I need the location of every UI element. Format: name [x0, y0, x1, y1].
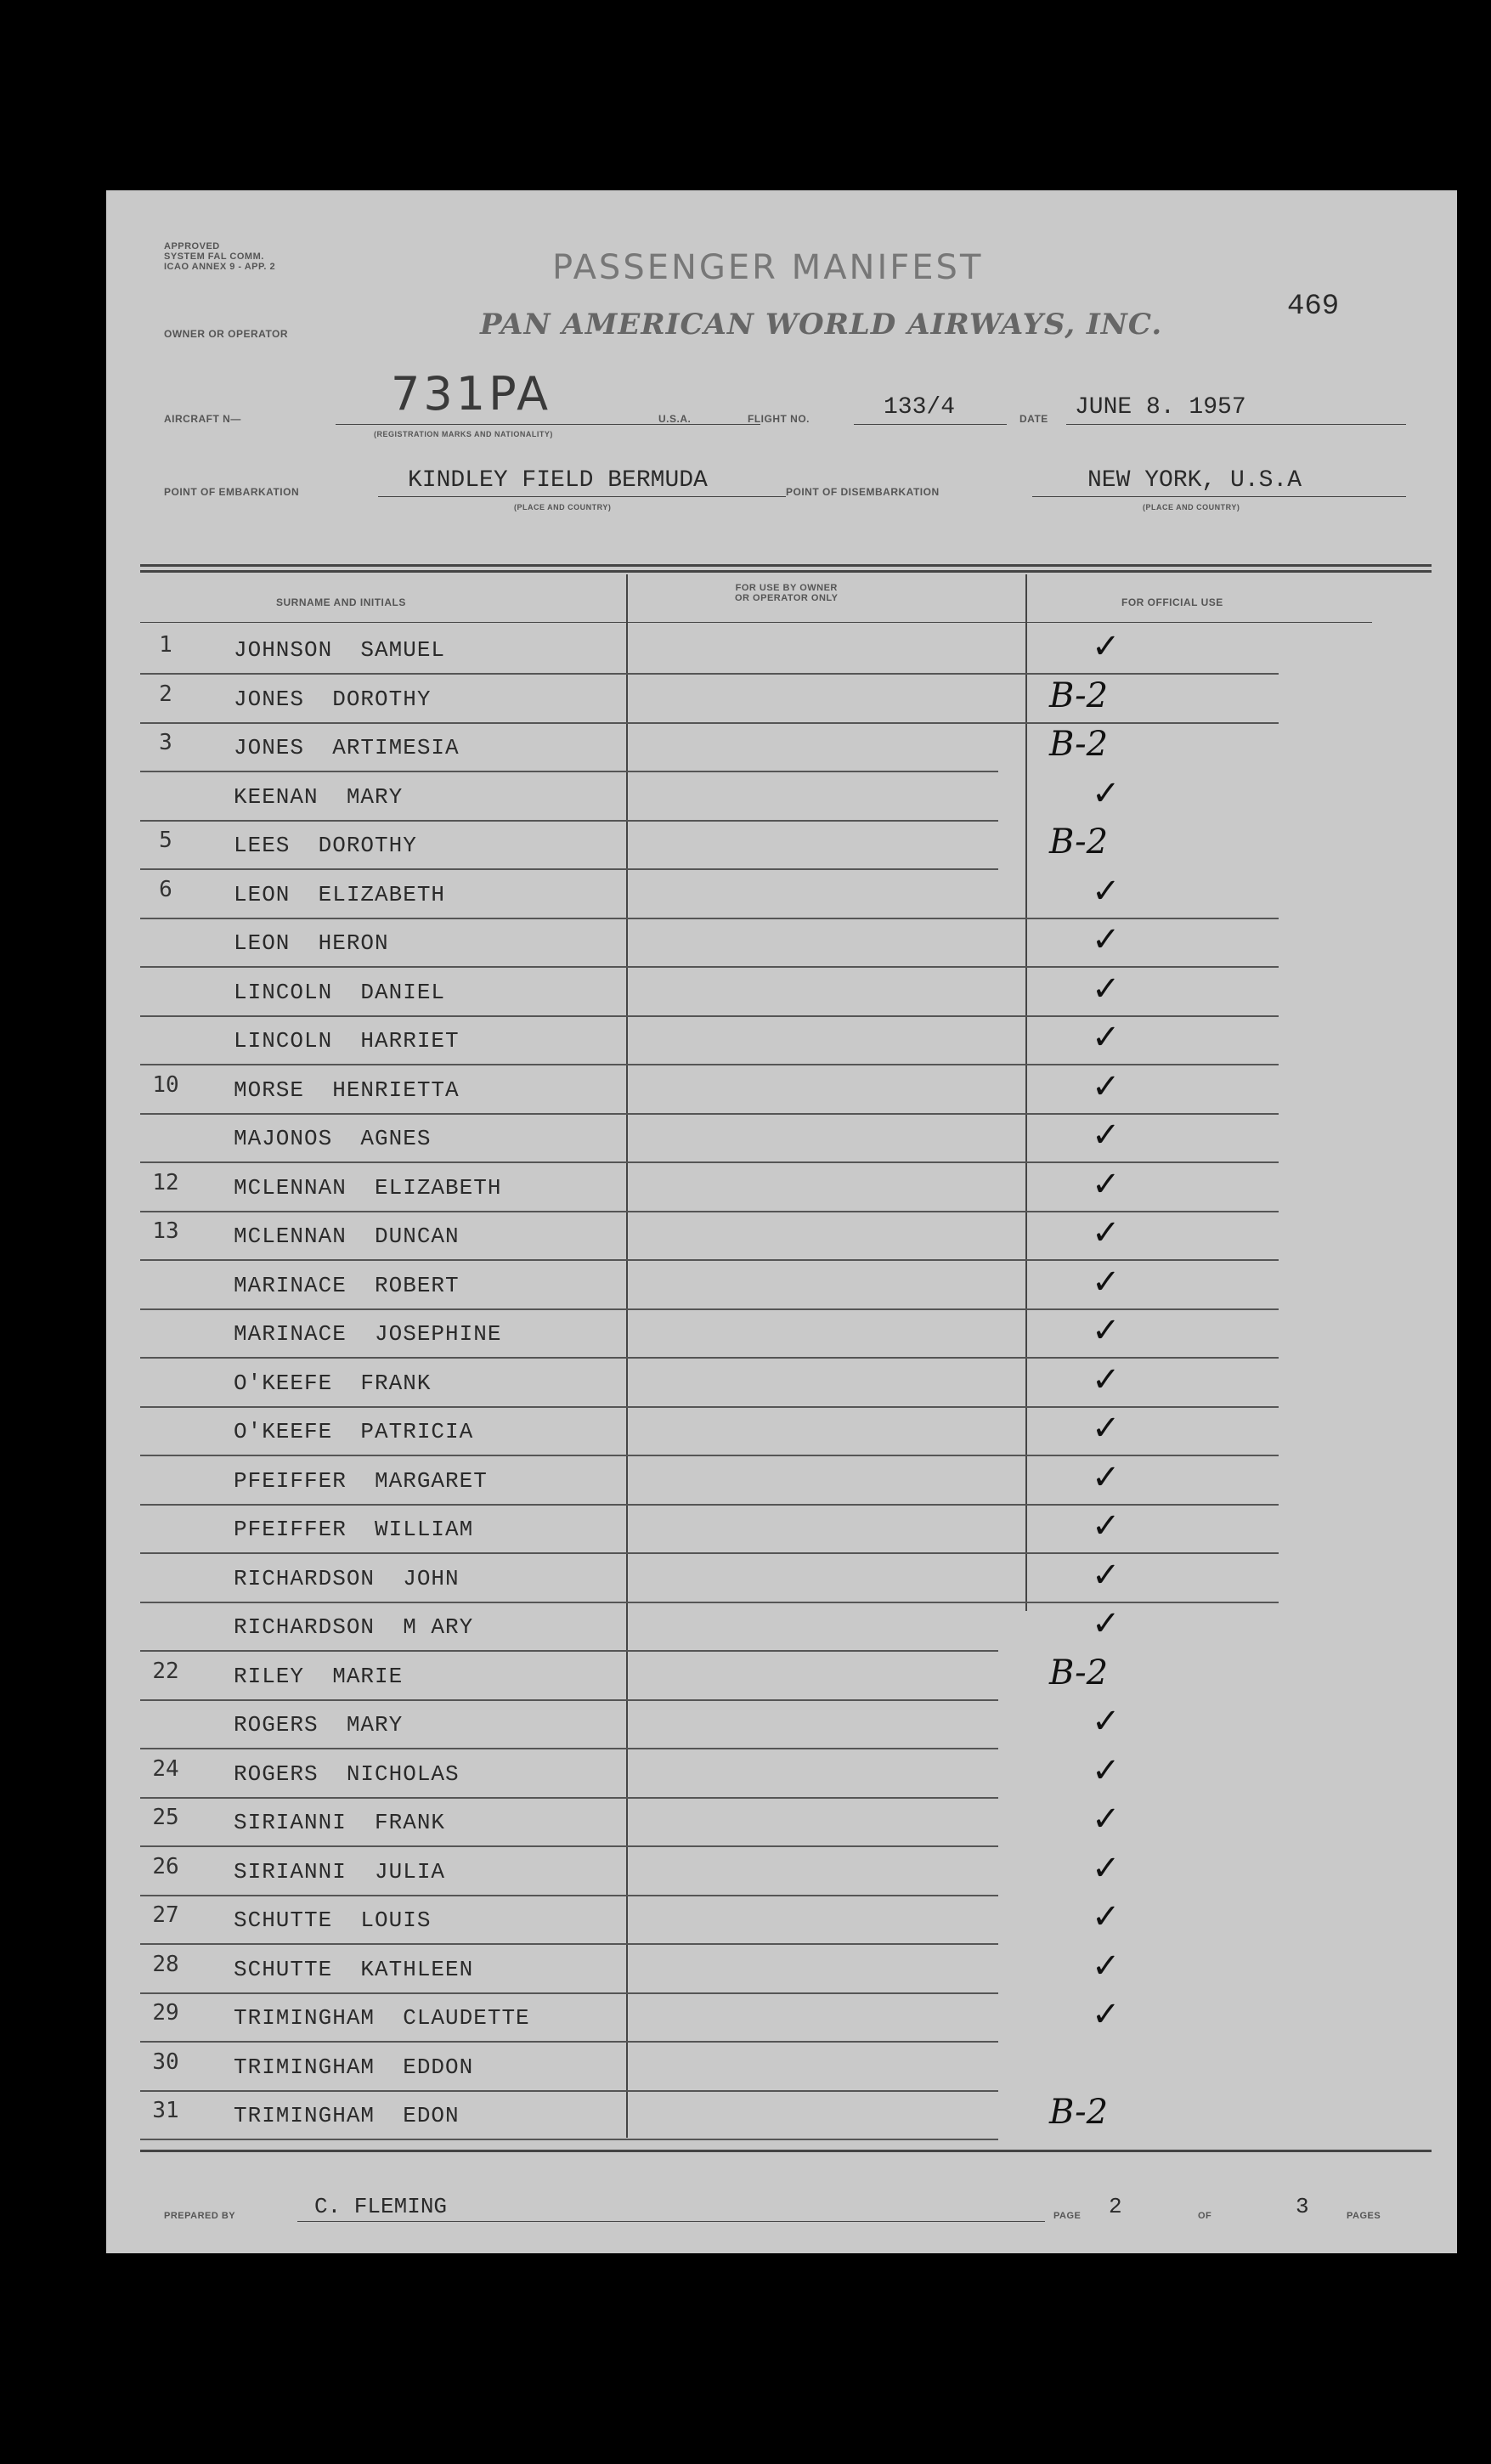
- passenger-name: PFEIFFER MARGARET: [234, 1467, 488, 1494]
- table-row: [140, 1163, 1372, 1212]
- table-row: [140, 2091, 1372, 2140]
- embarkation-label: POINT OF EMBARKATION: [164, 486, 300, 498]
- passenger-name: SIRIANNI JULIA: [234, 1858, 446, 1885]
- passenger-name: MAJONOS AGNES: [234, 1126, 432, 1151]
- official-mark: ✓: [1092, 1506, 1121, 1546]
- official-mark: ✓: [1092, 1995, 1121, 2034]
- page-label: PAGE: [1053, 2211, 1082, 2221]
- owner-label: OWNER OR OPERATOR: [164, 328, 289, 340]
- table-row: [140, 1602, 1372, 1652]
- official-mark: ✓: [1092, 1213, 1121, 1252]
- official-mark: ✓: [1092, 1946, 1121, 1986]
- column-owner-use: FOR USE BY OWNER OR OPERATOR ONLY: [735, 583, 839, 603]
- row-number: 12: [152, 1169, 179, 1195]
- flight-label: FLIGHT NO.: [748, 413, 810, 425]
- table-row: [140, 1749, 1372, 1799]
- row-rule: [140, 2139, 998, 2140]
- page-value: 2: [1109, 2194, 1122, 2219]
- manifest-sheet: [106, 190, 1457, 2253]
- row-number: 6: [159, 876, 172, 902]
- official-mark: ✓: [1092, 920, 1121, 959]
- row-number: 5: [159, 828, 172, 853]
- table-row: [140, 1359, 1372, 1408]
- official-mark: ✓: [1092, 1359, 1121, 1399]
- table-row: [140, 1945, 1372, 1994]
- passenger-name: SCHUTTE KATHLEEN: [234, 1956, 474, 1982]
- table-row: [140, 625, 1372, 675]
- table-row: [140, 2043, 1372, 2092]
- passenger-name: RILEY MARIE: [234, 1663, 404, 1689]
- passenger-name: LINCOLN DANIEL: [234, 979, 446, 1005]
- passenger-name: ROGERS MARY: [234, 1712, 404, 1738]
- official-mark: ✓: [1092, 1164, 1121, 1204]
- row-number: 2: [159, 681, 172, 707]
- official-mark: B-2: [1049, 725, 1109, 764]
- passenger-name: O'KEEFE PATRICIA: [234, 1419, 474, 1444]
- disembarkation-label: POINT OF DISEMBARKATION: [786, 486, 940, 498]
- passenger-name: O'KEEFE FRANK: [234, 1370, 432, 1396]
- official-mark: ✓: [1092, 1018, 1121, 1057]
- row-number: 29: [152, 2000, 179, 2026]
- passenger-name: TRIMINGHAM EDON: [234, 2103, 460, 2128]
- row-number: 10: [152, 1071, 179, 1098]
- date-value: JUNE 8. 1957: [1075, 394, 1246, 421]
- table-row: [140, 1993, 1372, 2043]
- official-mark: ✓: [1092, 1555, 1121, 1595]
- table-row: [140, 1896, 1372, 1945]
- passenger-name: JONES ARTIMESIA: [234, 735, 460, 760]
- official-mark: ✓: [1092, 1066, 1121, 1106]
- official-mark: ✓: [1092, 1116, 1121, 1155]
- row-number: 31: [152, 2098, 179, 2123]
- table-row: [140, 821, 1372, 870]
- disembarkation-value: NEW YORK, U.S.A: [1087, 467, 1302, 494]
- document-title: PASSENGER MANIFEST: [552, 248, 984, 287]
- official-mark: ✓: [1092, 1311, 1121, 1350]
- row-number: 22: [152, 1658, 179, 1684]
- passenger-name: RICHARDSON M ARY: [234, 1614, 474, 1640]
- official-mark: ✓: [1092, 1457, 1121, 1497]
- registration-label: (REGISTRATION MARKS AND NATIONALITY): [374, 430, 553, 438]
- official-mark: ✓: [1092, 1262, 1121, 1302]
- passenger-name: LEON HERON: [234, 930, 389, 956]
- official-mark: B-2: [1049, 1653, 1109, 1693]
- passenger-name: MARINACE ROBERT: [234, 1272, 460, 1298]
- pages-label: PAGES: [1347, 2211, 1381, 2221]
- official-mark: ✓: [1092, 1604, 1121, 1643]
- passenger-name: JOHNSON SAMUEL: [234, 637, 446, 663]
- passenger-name: RICHARDSON JOHN: [234, 1565, 460, 1591]
- passenger-name: SCHUTTE LOUIS: [234, 1907, 432, 1933]
- passenger-name: JONES DOROTHY: [234, 686, 432, 712]
- flight-value: 133/4: [884, 394, 956, 421]
- official-mark: ✓: [1092, 1800, 1121, 1839]
- aircraft-label: AIRCRAFT N—: [164, 413, 241, 425]
- passenger-name: LINCOLN HARRIET: [234, 1028, 460, 1054]
- official-mark: ✓: [1092, 1848, 1121, 1888]
- official-mark: ✓: [1092, 1750, 1121, 1790]
- passenger-name: TRIMINGHAM CLAUDETTE: [234, 2005, 530, 2031]
- passenger-name: MCLENNAN ELIZABETH: [234, 1174, 502, 1201]
- passenger-name: LEON ELIZABETH: [234, 881, 446, 907]
- row-number: 13: [152, 1218, 179, 1244]
- passenger-name: LEES DOROTHY: [234, 833, 417, 858]
- passenger-name: MORSE HENRIETTA: [234, 1077, 460, 1103]
- official-mark: ✓: [1092, 627, 1121, 666]
- of-value: 3: [1296, 2194, 1309, 2219]
- passenger-name: TRIMINGHAM EDDON: [234, 2054, 474, 2080]
- table-row: [140, 1847, 1372, 1896]
- table-row: [140, 1065, 1372, 1115]
- prepared-label: PREPARED BY: [164, 2211, 236, 2221]
- table-row: [140, 1505, 1372, 1554]
- approval-stamp: APPROVED SYSTEM FAL COMM. ICAO ANNEX 9 - APP. 2: [164, 241, 276, 272]
- official-mark: ✓: [1092, 773, 1121, 813]
- embarkation-value: KINDLEY FIELD BERMUDA: [408, 467, 708, 494]
- passenger-name: PFEIFFER WILLIAM: [234, 1517, 474, 1542]
- passenger-name: ROGERS NICHOLAS: [234, 1760, 460, 1787]
- official-mark: ✓: [1092, 1897, 1121, 1936]
- official-mark: ✓: [1092, 969, 1121, 1009]
- official-mark: B-2: [1049, 2093, 1109, 2132]
- disembarkation-sub: (PLACE AND COUNTRY): [1143, 503, 1240, 511]
- official-mark: ✓: [1092, 1702, 1121, 1741]
- column-surname: SURNAME AND INITIALS: [276, 596, 406, 608]
- row-number: 3: [159, 730, 172, 755]
- table-row: [140, 1407, 1372, 1456]
- table-row: [140, 1700, 1372, 1749]
- row-number: 28: [152, 1951, 179, 1977]
- table-row: [140, 675, 1372, 724]
- table-row: [140, 1114, 1372, 1163]
- embarkation-sub: (PLACE AND COUNTRY): [514, 503, 612, 511]
- official-mark: B-2: [1049, 675, 1109, 715]
- official-mark: ✓: [1092, 1409, 1121, 1448]
- table-row: [140, 772, 1372, 822]
- table-row: [140, 870, 1372, 919]
- passenger-name: KEENAN MARY: [234, 783, 404, 810]
- row-number: 30: [152, 2049, 179, 2075]
- table-row: [140, 1456, 1372, 1506]
- table-row: [140, 1309, 1372, 1359]
- owner-value: PAN AMERICAN WORLD AIRWAYS, INC.: [480, 308, 1163, 342]
- row-number: 1: [159, 632, 172, 658]
- table-row: [140, 1652, 1372, 1701]
- table-row: [140, 918, 1372, 968]
- table-row: [140, 968, 1372, 1017]
- table-row: [140, 1016, 1372, 1065]
- date-label: DATE: [1019, 413, 1048, 425]
- page-number: 469: [1287, 291, 1340, 323]
- table-row: [140, 1798, 1372, 1847]
- prepared-value: C. FLEMING: [314, 2194, 448, 2219]
- table-row: [140, 1554, 1372, 1603]
- of-label: OF: [1198, 2211, 1212, 2221]
- passenger-name: MCLENNAN DUNCAN: [234, 1224, 460, 1249]
- row-number: 24: [152, 1755, 179, 1782]
- row-number: 26: [152, 1853, 179, 1879]
- column-official-use: FOR OFFICIAL USE: [1121, 596, 1223, 608]
- table-row: [140, 723, 1372, 772]
- table-row: [140, 1212, 1372, 1261]
- aircraft-value: 731PA: [391, 367, 552, 421]
- official-mark: B-2: [1049, 822, 1109, 862]
- passenger-name: SIRIANNI FRANK: [234, 1810, 446, 1835]
- row-number: 27: [152, 1902, 179, 1928]
- usa-label: U.S.A.: [658, 413, 692, 425]
- row-number: 25: [152, 1805, 179, 1830]
- official-mark: ✓: [1092, 871, 1121, 911]
- table-row: [140, 1261, 1372, 1310]
- passenger-name: MARINACE JOSEPHINE: [234, 1321, 502, 1347]
